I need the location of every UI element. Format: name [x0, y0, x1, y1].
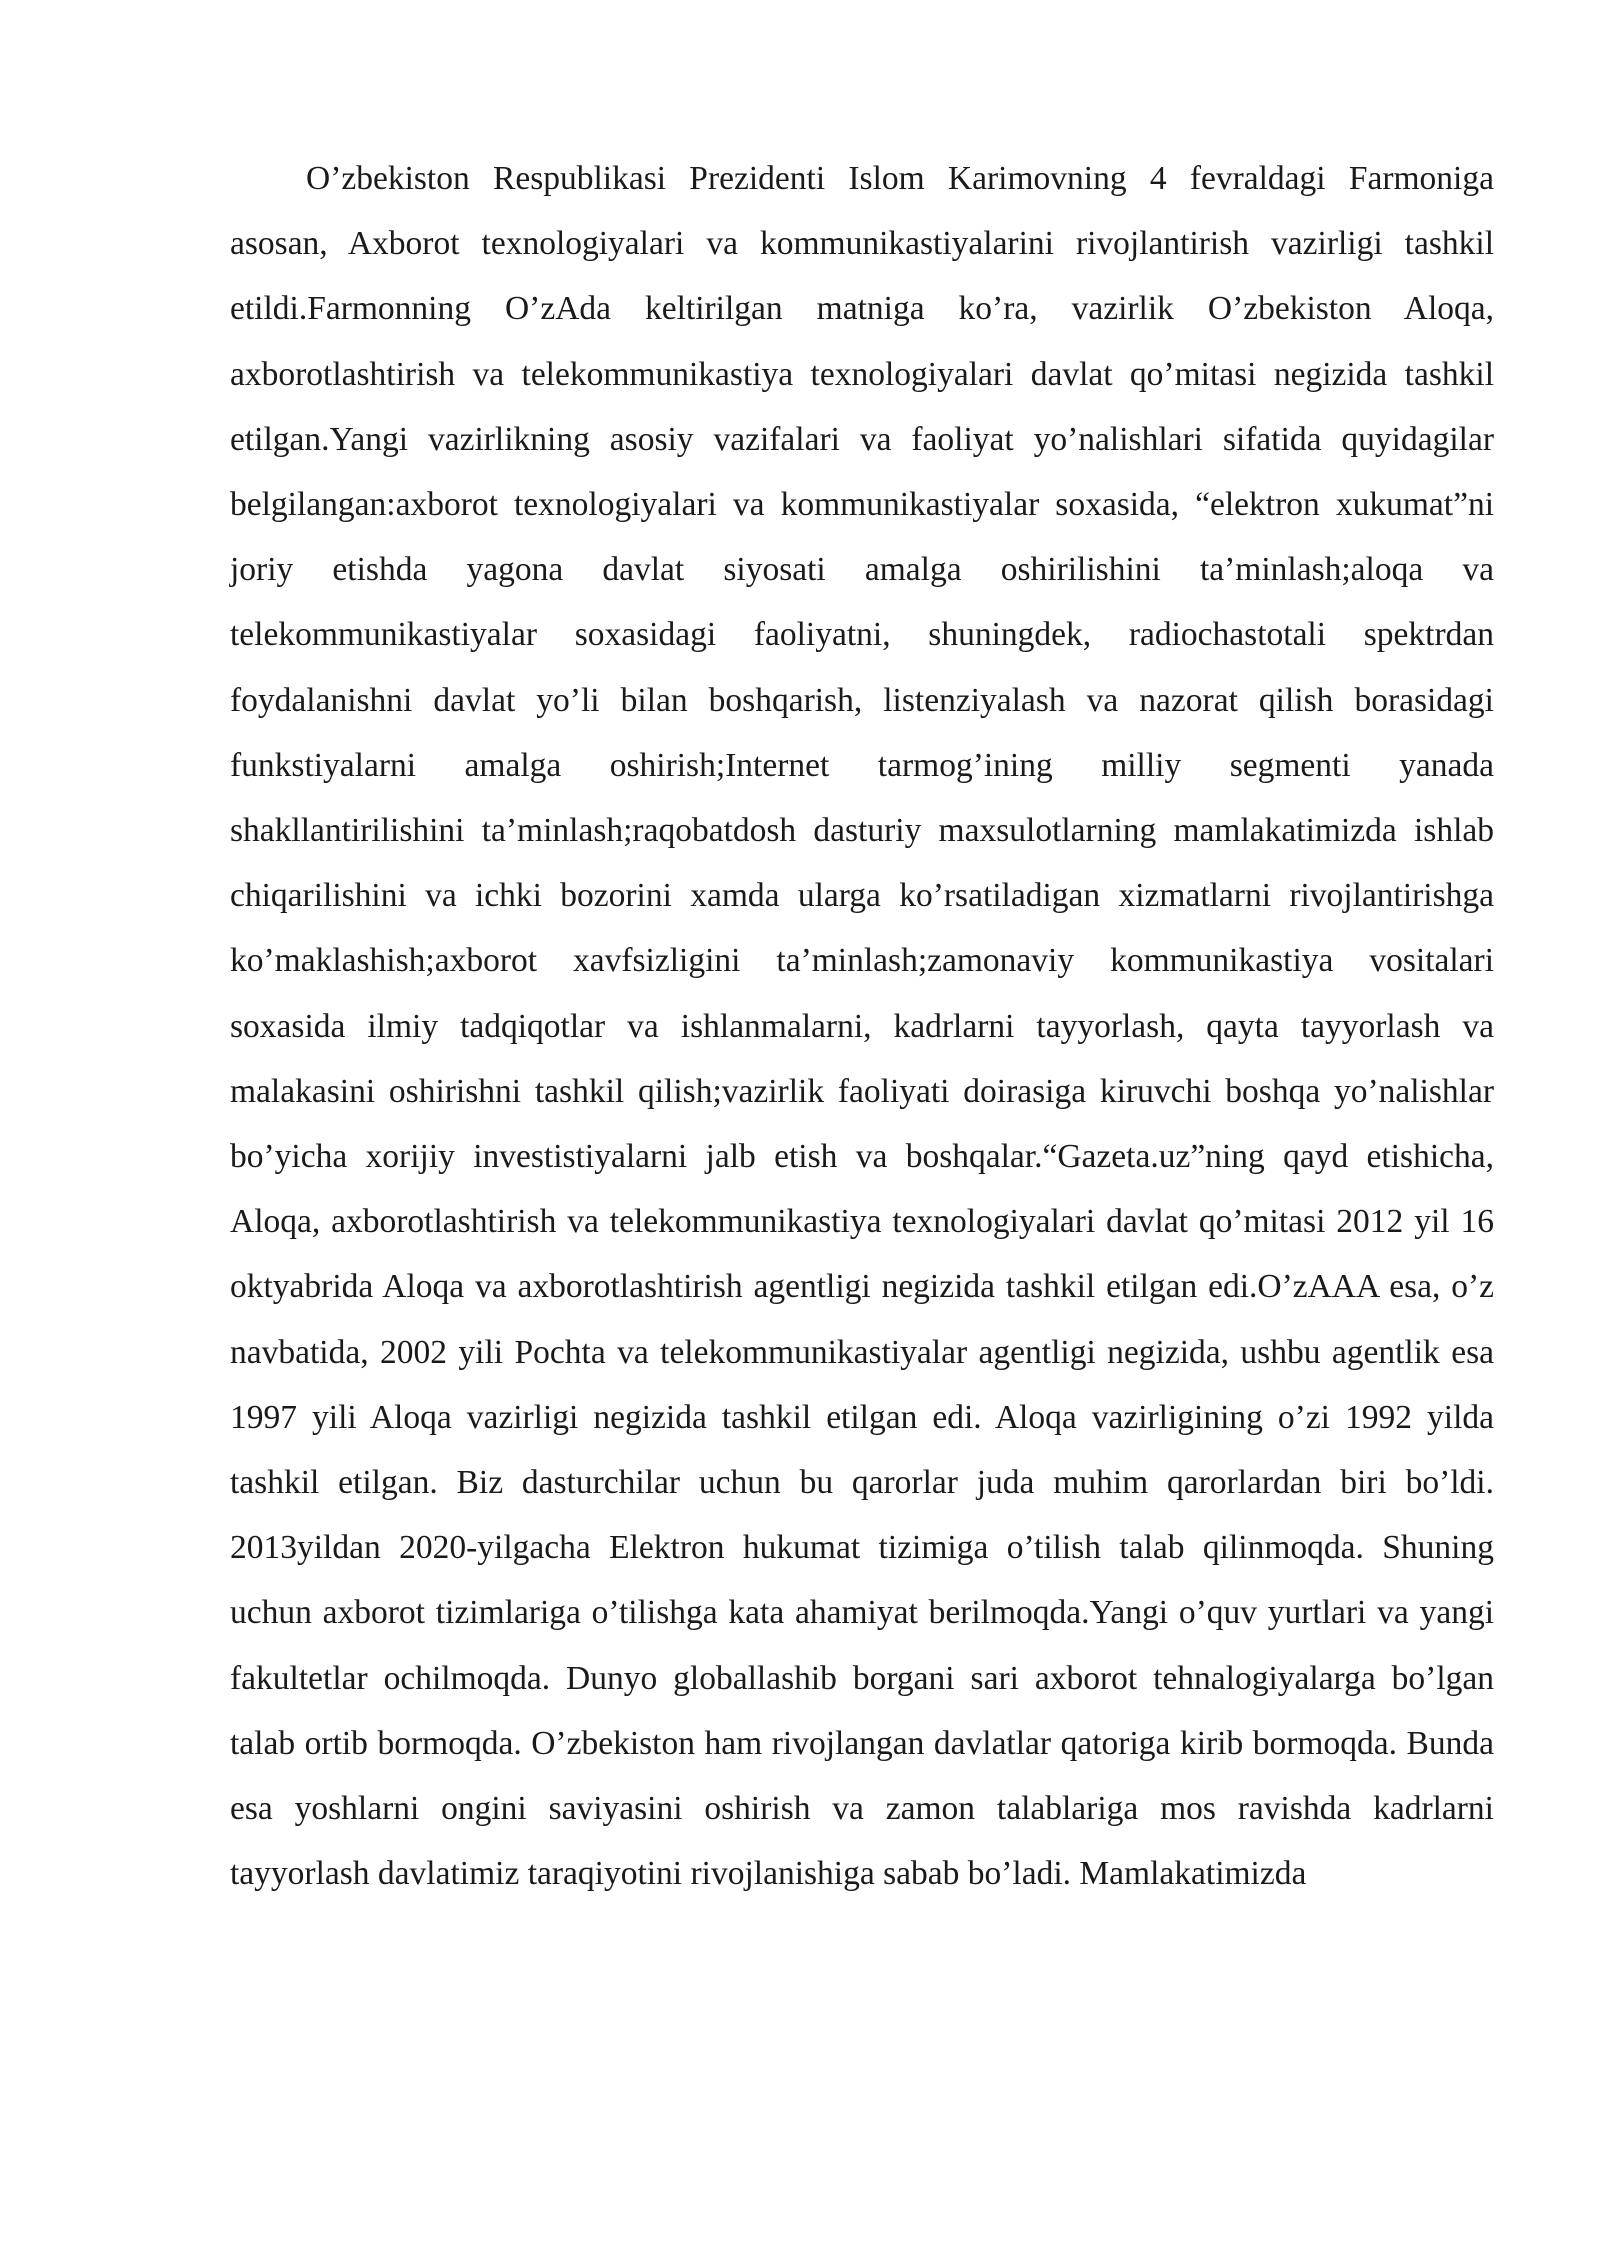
body-paragraph: O’zbekiston Respublikasi Prezidenti Islom Karimovning 4 fevraldagi Farmoniga asosan, Axborot texnologiyalari va kommunikastiyalarini rivojlantirish vazirligi tashkil etildi.Farmonning O’zAda keltirilgan matniga ko’ra, vazirlik O’zbekiston Aloqa, axborotlashtirish va telekommunikastiya texnologiyalari davlat qo’mitasi negizida tashkil etilgan.Yangi vazirlikning asosiy vazifalari va faoliyat yo’nalishlari sifatida quyidagilar belgilangan:axborot texnologiyalari va kommunikastiyalar soxasida, “elektron xukumat”ni joriy etishda yagona davlat siyosati amalga oshirilishini ta’minlash;aloqa va telekommunikastiyalar soxasidagi faoliyatni, shuningdek, radiochastotali spektrdan foydalanishni davlat yo’li bilan boshqarish, listenziyalash va nazorat qilish borasidagi funkstiyalarni amalga oshirish;Internet tarmog’ining milliy segmenti yanada shakllantirilishini ta’minlash;raqobatdosh dasturiy maxsulotlarning mamlakatimizda ishlab chiqarilishini va ichki bozorini xamda ularga ko’rsatiladigan xizmatlarni rivojlantirishga ko’maklashish;axborot xavfsizligini ta’minlash;zamonaviy kommunikastiya vositalari soxasida ilmiy tadqiqotlar va ishlanmalarni, kadrlarni tayyorlash, qayta tayyorlash va malakasini oshirishni tashkil qilish;vazirlik faoliyati doirasiga kiruvchi boshqa yo’nalishlar bo’yicha xorijiy investistiyalarni jalb etish va boshqalar.“Gazeta.uz”ning qayd etishicha, Aloqa, axborotlashtirish va telekommunikastiya texnologiyalari davlat qo’mitasi 2012 yil 16 oktyabrida Aloqa va axborotlashtirish agentligi negizida tashkil etilgan edi.O’zAAA esa, o’z navbatida, 2002 yili Pochta va telekommunikastiyalar agentligi negizida, ushbu agentlik esa 1997 yili Aloqa vazirligi negizida tashkil etilgan edi. Aloqa vazirligining o’zi 1992 yilda tashkil etilgan. Biz dasturchilar uchun bu qarorlar juda muhim qarorlardan biri bo’ldi. 2013yildan 2020-yilgacha Elektron hukumat tizimiga o’tilish talab qilinmoqda. Shuning uchun axborot tizimlariga o’tilishga kata ahamiyat berilmoqda.Yangi o’quv yurtlari va yangi fakultetlar ochilmoqda. Dunyo globallashib borgani sari axborot tehnalogiyalarga bo’lgan talab ortib bormoqda. O’zbekiston ham rivojlangan davlatlar qatoriga kirib bormoqda. Bunda esa yoshlarni ongini saviyasini oshirish va zamon talablariga mos ravishda kadrlarni tayyorlash davlatimiz taraqiyotini rivojlanishiga sabab bo’ladi. Mamlakatimizda: [230, 160, 1494, 1893]
